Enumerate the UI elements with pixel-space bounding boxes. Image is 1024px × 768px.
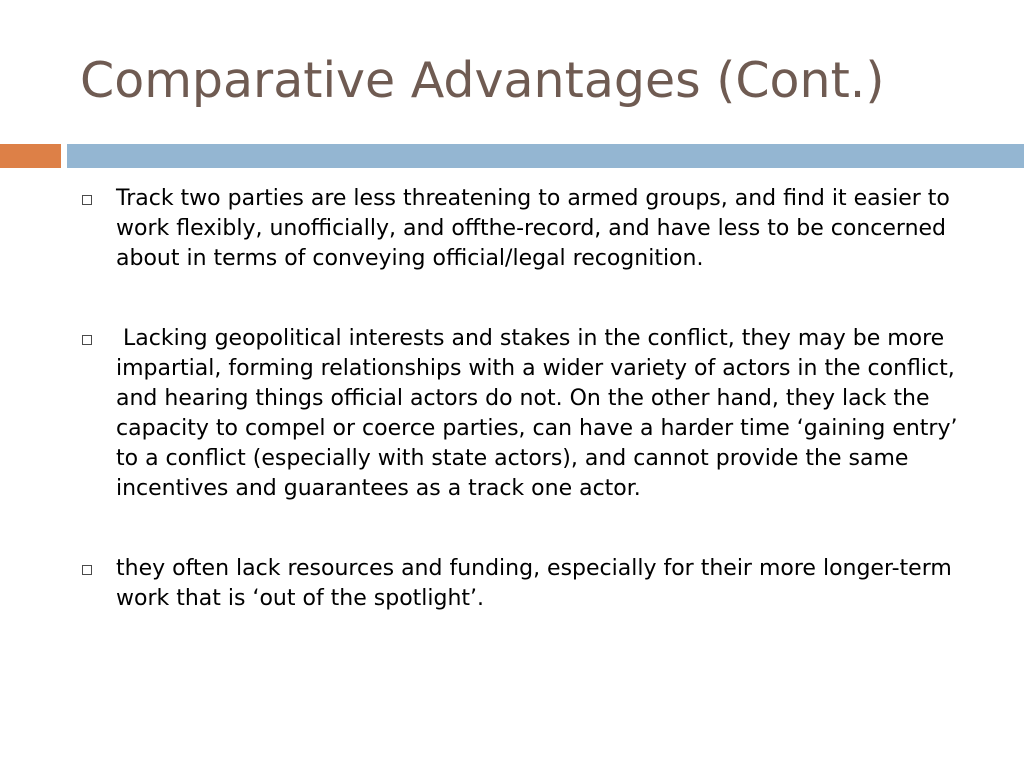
title-rule-bar — [67, 144, 1024, 168]
bullet-item — [80, 184, 980, 274]
bullet-item — [80, 324, 980, 504]
square-bullet-icon — [82, 565, 92, 575]
slide-title: Comparative Advantages (Cont.) — [80, 52, 885, 109]
bullet-text: they often lack resources and funding, especially for their more longer-term work that is ‘out of the spotlight’. — [116, 556, 952, 611]
bullet-item — [80, 554, 980, 614]
bullet-text: Track two parties are less threatening to armed groups, and find it easier to work flexibly, unofficially, and offthe-record, and have less to be concerned about in terms of conveying official/legal recognition. — [116, 186, 950, 271]
square-bullet-icon — [82, 335, 92, 345]
bullet-list — [80, 184, 980, 664]
square-bullet-icon — [82, 195, 92, 205]
title-accent-bar — [0, 144, 61, 168]
bullet-text: Lacking geopolitical interests and stakes in the conflict, they may be more impartial, forming relationships with a wider variety of actors in the conflict, and hearing things official actors do not. On the other hand, they lack the capacity to compel or coerce parties, can have a harder time ‘gaining entry’ to a conflict (especially with state actors), and cannot provide the same incentives and guarantees as a track one actor. — [116, 326, 965, 501]
